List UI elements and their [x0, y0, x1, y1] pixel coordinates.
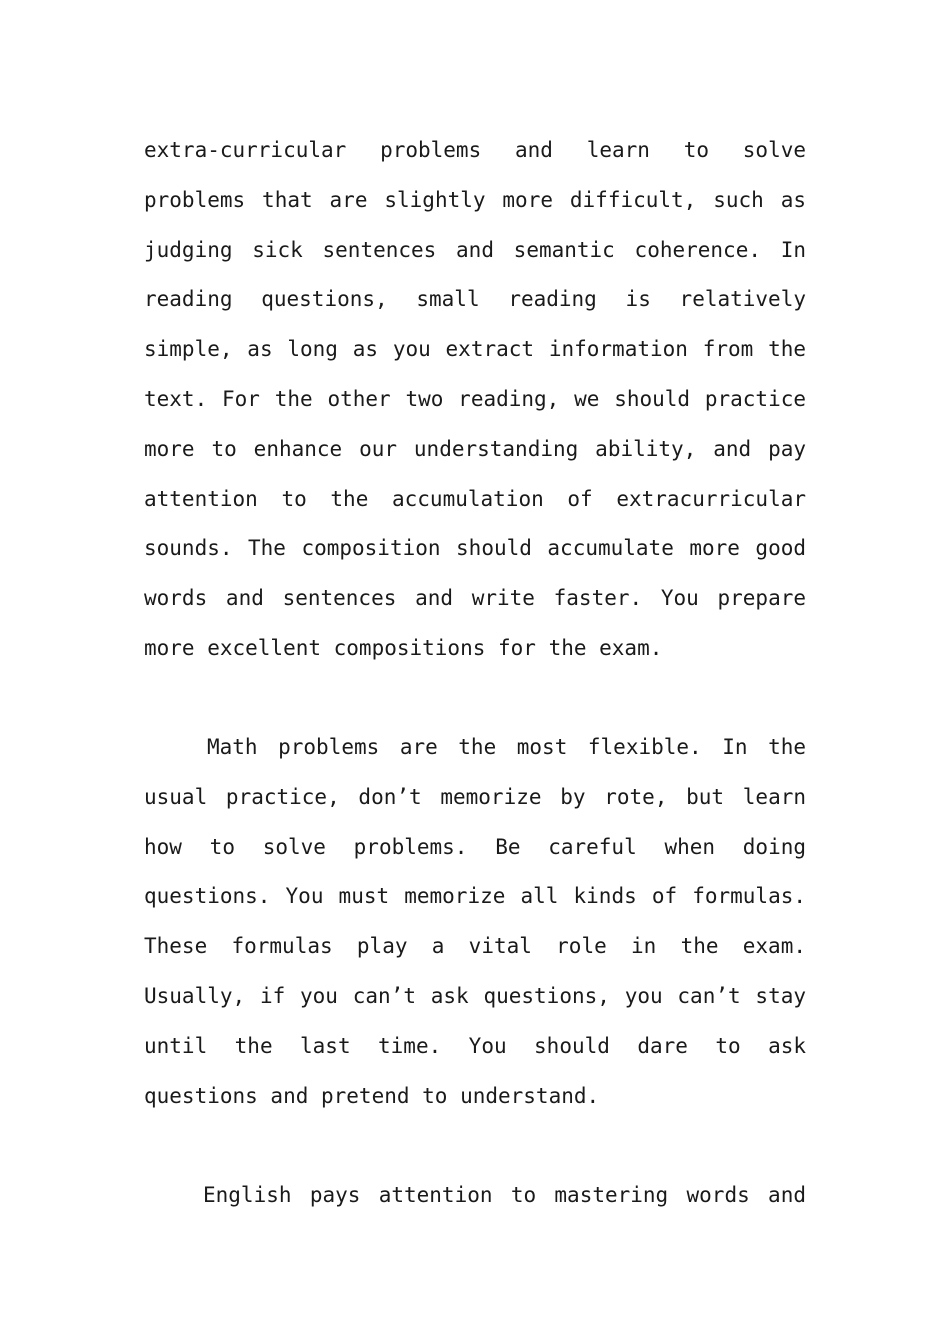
paragraph-english-study-tips: English pays attention to mastering words and: [203, 1183, 806, 1207]
paragraph-chinese-study-tips: extra-curricular problems and learn to solve problems that are slightly more difficult, such as judging sick sentences and semantic coherence. In reading questions, small reading is relatively simple, as long as you extract information from the text. For the other two reading, we should practice more to enhance our understanding ability, and pay attention to the accumulation of extracurricular sounds. The composition should accumulate more good words and sentences and write faster. You prepare more excellent compositions for the exam.: [144, 138, 806, 660]
paragraph-math-study-tips: Math problems are the most flexible. In the usual practice, don’t memorize by rote, but learn how to solve problems. Be careful when doing questions. You must memorize all kinds of formulas. These formulas play a vital role in the exam. Usually, if you can’t ask questions, you can’t stay until the last time. You should dare to ask questions and pretend to understand.: [144, 735, 806, 1108]
